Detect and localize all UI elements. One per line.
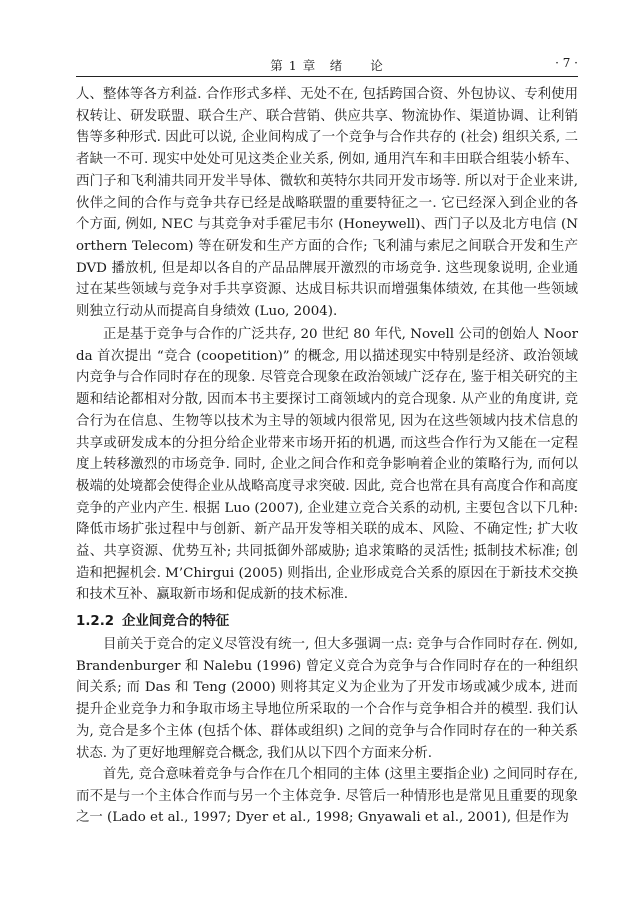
header-rule: [76, 76, 578, 77]
paragraph: 人、整体等各方利益. 合作形式多样、无处不在, 包括跨国合资、外包协议、专利使用权转让、研发联盟、联合生产、联合营销、供应共享、物流协作、渠道协调、让利销售等多种形式. 因此可以说, 企业间构成了一个竞争与合作共存的 (社会) 组织关系, 二者缺一不可. 现实中处处可见这类企业关系, 例如, 通用汽车和丰田联合组装小轿车、西门子和飞利浦共同开发半导体、微软和英特尔共同开发市场等. 所以对于企业来讲, 伙伴之间的合作与竞争共存已经是战略联盟的重要特征之一. 它已经深入到企业的各个方面, 例如, NEC 与其竞争对手霍尼韦尔 (Honeywell)、西门子以及北方电信 (Northern Telecom) 等在研发和生产方面的合作; 飞利浦与索尼之间联合开发和生产 DVD 播放机, 但是却以各自的产品品牌展开激烈的市场竞争. 这些现象说明, 企业通过在某些领域与竞争对手共享资源、达成目标共识而增强集体绩效, 在其他一些领域则独立行动从而提高自身绩效 (Luo, 2004).: [76, 87, 578, 320]
section-number: 1.2.2: [76, 614, 115, 629]
paragraph: 目前关于竞合的定义尽管没有统一, 但大多强调一点: 竞争与合作同时存在. 例如, Brandenburger 和 Nalebu (1996) 曾定义竞合为竞争与合作同时存在的一种组织间关系; 而 Das 和 Teng (2000) 则将其定义为企业为了开发市场或减少成本, 进而提升企业竞争力和争取市场主导地位所采取的一个合作与竞争相合并的模型. 我们认为, 竞合是多个主体 (包括个体、群体或组织) 之间的竞争与合作同时存在的一种关系状态. 为了更好地理解竞合概念, 我们从以下四个方面来分析.: [76, 637, 578, 761]
section-title: 企业间竞合的特征: [122, 614, 230, 629]
paragraph: 正是基于竞争与合作的广泛共存, 20 世纪 80 年代, Novell 公司的创始人 Noorda 首次提出 “竞合 (coopetition)” 的概念, 用以描述现实中特别是经济、政治领域内竞争与合作同时存在的现象. 尽管竞合现象在政治领域广泛存在, 鉴于相关研究的主题和结论都相对分散, 因而本书主要探讨工商领域内的竞合现象. 从产业的角度讲, 竞合行为在信息、生物等以技术为主导的领域内很常见, 因为在这些领域内技术信息的共享或研发成本的分担分给企业带来市场开拓的机遇, 而这些合作行为又能在一定程度上转移激烈的市场竞争. 同时, 企业之间合作和竞争影响着企业的策略行为, 而何以极端的处境都会使得企业从战略高度寻求突破. 因此, 竞合也常在具有高度合作和高度竞争的产业内产生. 根据 Luo (2007), 企业建立竞合关系的动机, 主要包含以下几种: 降低市场扩张过程中与创新、新产品开发等相关联的成本、风险、不确定性; 扩大收益、共享资源、优势互补; 共同抵御外部威胁; 追求策略的灵活性; 抵制技术标准; 创造和把握机会. M’Chirgui (2005) 则指出, 企业形成竞合关系的原因在于新技术交换和技术互补、赢取新市场和促成新的技术标准.: [76, 327, 578, 603]
paragraph: 首先, 竞合意味着竞争与合作在几个相同的主体 (这里主要指企业) 之间同时存在, 而不是与一个主体合作而与另一个主体竞争. 尽管后一种情形也是常见且重要的现象之一 (Lado et al., 1997; Dyer et al., 1998; Gnyawali et al., 2001), 但是作为: [76, 767, 578, 826]
chapter-title: 第 1 章 绪 论: [270, 58, 384, 73]
running-header: [76, 56, 578, 76]
section-heading: [76, 610, 229, 629]
page-number: · 7 ·: [555, 56, 578, 70]
